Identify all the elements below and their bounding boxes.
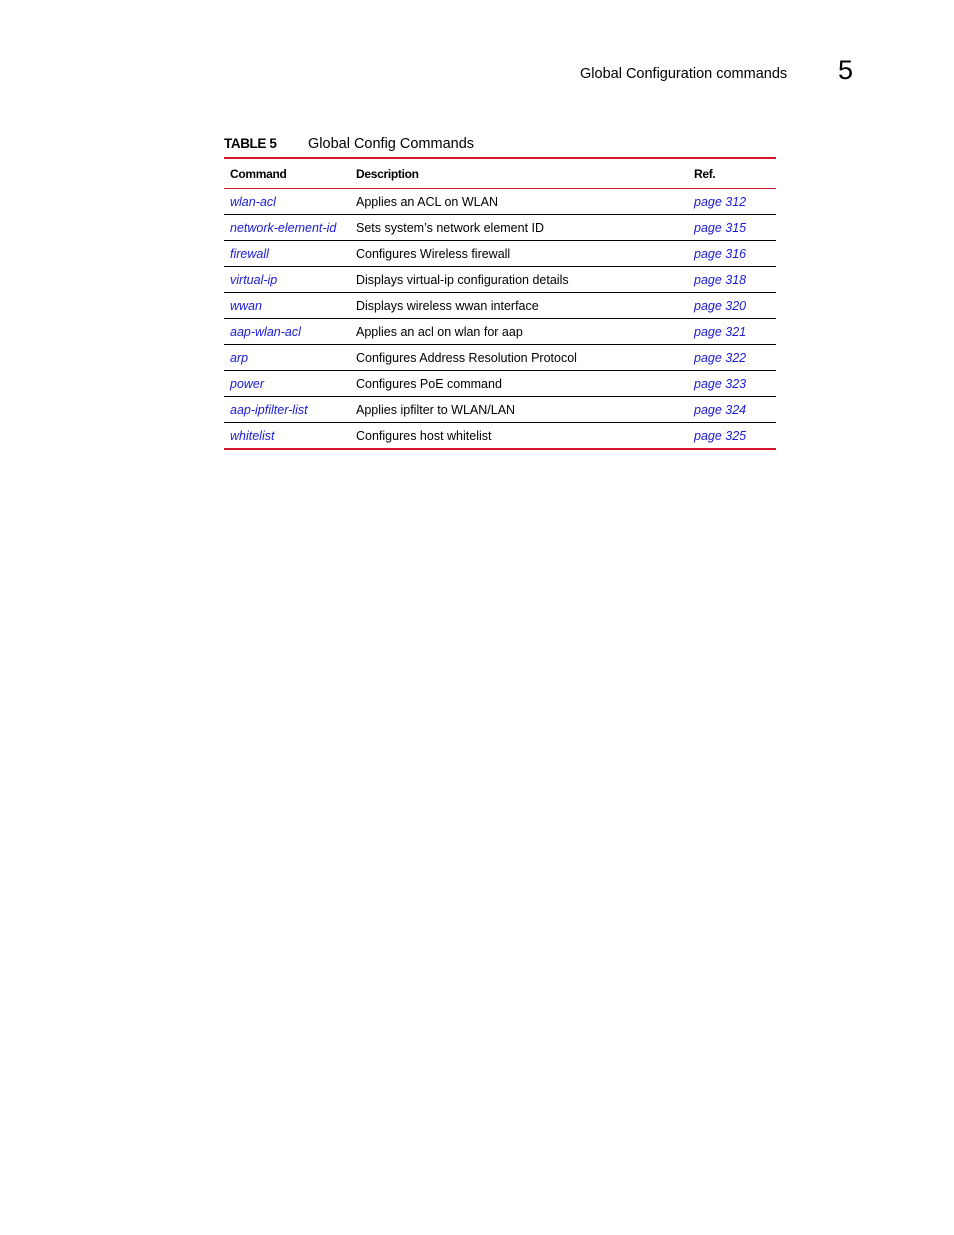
command-description: Configures host whitelist bbox=[356, 428, 492, 443]
table-row bbox=[224, 397, 776, 423]
column-header-description: Description bbox=[350, 158, 688, 189]
page-ref-link[interactable]: page 325 bbox=[694, 428, 747, 443]
page-ref-link[interactable]: page 320 bbox=[694, 298, 747, 313]
table-row bbox=[224, 423, 776, 450]
table-row bbox=[224, 215, 776, 241]
page-ref-link[interactable]: page 316 bbox=[694, 246, 747, 261]
column-header-ref: Ref. bbox=[688, 158, 776, 189]
command-description: Applies ipfilter to WLAN/LAN bbox=[350, 397, 688, 423]
command-link[interactable]: arp bbox=[230, 350, 249, 365]
table-label: TABLE 5 bbox=[224, 136, 277, 151]
running-header-title: Global Configuration commands bbox=[580, 66, 788, 82]
command-description: Configures Wireless firewall bbox=[350, 241, 688, 267]
table-row bbox=[224, 319, 776, 345]
command-description: Configures Address Resolution Protocol bbox=[350, 345, 688, 371]
command-description: Displays wireless wwan interface bbox=[350, 293, 688, 319]
command-link[interactable]: wlan-acl bbox=[230, 194, 276, 209]
page-ref-link[interactable]: page 322 bbox=[694, 350, 747, 365]
table-row bbox=[224, 345, 776, 371]
command-link[interactable]: wwan bbox=[230, 298, 262, 313]
command-link[interactable]: firewall bbox=[230, 246, 269, 261]
command-link[interactable]: whitelist bbox=[230, 428, 275, 443]
command-link[interactable]: aap-wlan-acl bbox=[230, 324, 301, 339]
table-row bbox=[224, 267, 776, 293]
page-ref-link[interactable]: page 312 bbox=[694, 194, 747, 209]
command-description: Sets system’s network element ID bbox=[350, 215, 688, 241]
command-link[interactable]: power bbox=[230, 376, 265, 391]
command-description: Displays virtual-ip configuration details bbox=[350, 267, 688, 293]
table-row bbox=[224, 293, 776, 319]
column-header-command: Command bbox=[224, 158, 350, 189]
table-caption bbox=[224, 136, 776, 154]
command-link[interactable]: aap-ipfilter-list bbox=[230, 402, 308, 417]
table-row bbox=[224, 189, 776, 215]
table-header-row bbox=[224, 158, 776, 189]
command-description: Applies an ACL on WLAN bbox=[350, 189, 688, 215]
page-ref-link[interactable]: page 321 bbox=[694, 324, 747, 339]
chapter-number: 5 bbox=[838, 55, 854, 85]
page-ref-link[interactable]: page 315 bbox=[694, 220, 747, 235]
page-ref-link[interactable]: page 318 bbox=[694, 272, 747, 287]
command-link[interactable]: network-element-id bbox=[230, 220, 337, 235]
table-body bbox=[224, 189, 776, 450]
table-row bbox=[224, 241, 776, 267]
command-link[interactable]: virtual-ip bbox=[230, 272, 278, 287]
table-row bbox=[224, 371, 776, 397]
command-description: Applies an acl on wlan for aap bbox=[350, 319, 688, 345]
table-title: Global Config Commands bbox=[308, 136, 475, 152]
page-ref-link[interactable]: page 324 bbox=[694, 402, 747, 417]
command-description: Configures PoE command bbox=[350, 371, 688, 397]
page-ref-link[interactable]: page 323 bbox=[694, 376, 747, 391]
global-config-commands-table bbox=[224, 157, 776, 450]
